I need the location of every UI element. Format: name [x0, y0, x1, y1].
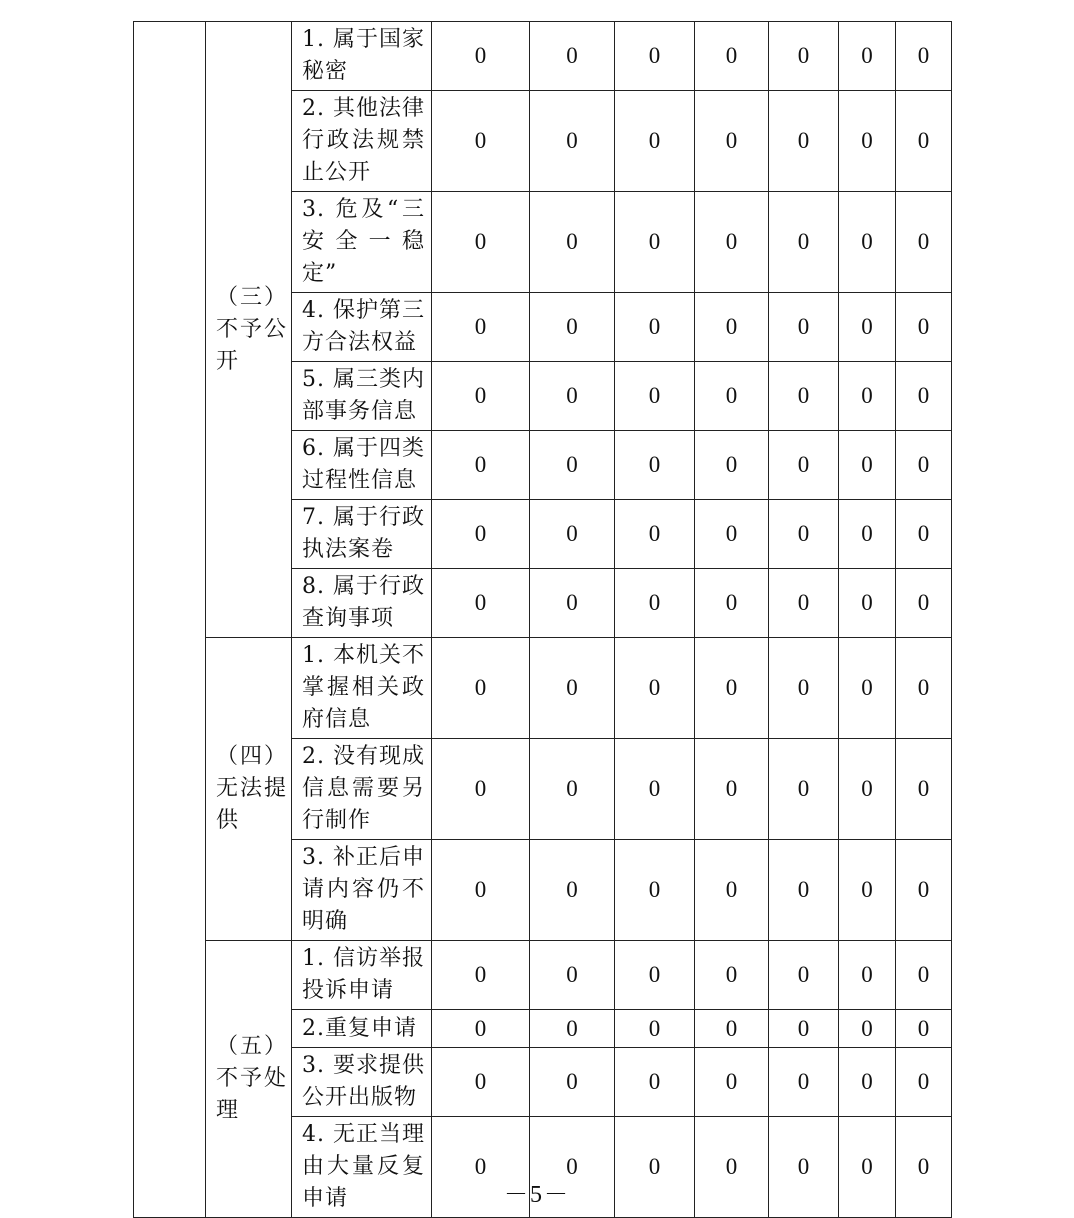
value-cell: 0 — [530, 638, 615, 739]
value-cell: 0 — [615, 739, 695, 840]
value-cell: 0 — [695, 840, 769, 941]
value-cell: 0 — [615, 840, 695, 941]
value-cell: 0 — [839, 431, 896, 500]
value-cell: 0 — [896, 500, 952, 569]
table-row — [134, 941, 952, 1010]
value-cell: 0 — [530, 840, 615, 941]
value-cell: 0 — [769, 569, 839, 638]
value-cell: 0 — [839, 941, 896, 1010]
disclosure-statistics-table — [133, 21, 952, 1218]
value-cell: 0 — [530, 293, 615, 362]
value-cell: 0 — [432, 91, 530, 192]
value-cell: 0 — [839, 293, 896, 362]
value-cell: 0 — [839, 840, 896, 941]
table-body — [134, 22, 952, 1218]
value-cell: 0 — [530, 192, 615, 293]
value-cell: 0 — [695, 1010, 769, 1048]
value-cell: 0 — [615, 1010, 695, 1048]
value-cell: 0 — [615, 22, 695, 91]
row-label: 3. 要求提供公开出版物 — [292, 1048, 432, 1117]
value-cell: 0 — [695, 431, 769, 500]
value-cell: 0 — [432, 22, 530, 91]
value-cell: 0 — [615, 569, 695, 638]
value-cell: 0 — [769, 192, 839, 293]
value-cell: 0 — [839, 739, 896, 840]
value-cell: 0 — [530, 941, 615, 1010]
row-label: 3. 补正后申请内容仍不明确 — [292, 840, 432, 941]
value-cell: 0 — [839, 22, 896, 91]
value-cell: 0 — [432, 1010, 530, 1048]
value-cell: 0 — [530, 500, 615, 569]
value-cell: 0 — [896, 91, 952, 192]
value-cell: 0 — [615, 192, 695, 293]
row-label: 3. 危及“三安全一稳定” — [292, 192, 432, 293]
value-cell: 0 — [432, 569, 530, 638]
row-label: 1. 信访举报投诉申请 — [292, 941, 432, 1010]
value-cell: 0 — [530, 1010, 615, 1048]
value-cell: 0 — [896, 362, 952, 431]
value-cell: 0 — [896, 569, 952, 638]
value-cell: 0 — [839, 569, 896, 638]
value-cell: 0 — [769, 739, 839, 840]
value-cell: 0 — [769, 638, 839, 739]
value-cell: 0 — [769, 431, 839, 500]
value-cell: 0 — [615, 431, 695, 500]
value-cell: 0 — [769, 293, 839, 362]
group-title: （四）无法提供 — [206, 638, 292, 941]
value-cell: 0 — [839, 1117, 896, 1218]
value-cell: 0 — [432, 362, 530, 431]
value-cell: 0 — [695, 1048, 769, 1117]
table-row — [134, 22, 952, 91]
value-cell: 0 — [695, 500, 769, 569]
value-cell: 0 — [695, 941, 769, 1010]
value-cell: 0 — [615, 638, 695, 739]
page-number: －5－ — [504, 1182, 570, 1208]
value-cell: 0 — [839, 362, 896, 431]
row-label: 7. 属于行政执法案卷 — [292, 500, 432, 569]
value-cell: 0 — [896, 22, 952, 91]
value-cell: 0 — [695, 91, 769, 192]
value-cell: 0 — [530, 1117, 615, 1218]
value-cell: 0 — [839, 91, 896, 192]
value-cell: 0 — [896, 1010, 952, 1048]
value-cell: 0 — [769, 22, 839, 91]
group-title: （三）不予公开 — [206, 22, 292, 638]
row-label: 5. 属三类内部事务信息 — [292, 362, 432, 431]
value-cell: 0 — [615, 1048, 695, 1117]
value-cell: 0 — [530, 1048, 615, 1117]
row-label: 1. 属于国家秘密 — [292, 22, 432, 91]
value-cell: 0 — [530, 22, 615, 91]
value-cell: 0 — [432, 500, 530, 569]
value-cell: 0 — [896, 739, 952, 840]
value-cell: 0 — [695, 192, 769, 293]
value-cell: 0 — [615, 362, 695, 431]
value-cell: 0 — [530, 431, 615, 500]
row-label: 4. 无正当理由大量反复申请 — [292, 1117, 432, 1218]
value-cell: 0 — [615, 1117, 695, 1218]
value-cell: 0 — [432, 638, 530, 739]
value-cell: 0 — [896, 1117, 952, 1218]
value-cell: 0 — [769, 941, 839, 1010]
value-cell: 0 — [896, 192, 952, 293]
value-cell: 0 — [769, 91, 839, 192]
value-cell: 0 — [530, 569, 615, 638]
value-cell: 0 — [769, 840, 839, 941]
value-cell: 0 — [530, 739, 615, 840]
value-cell: 0 — [695, 1117, 769, 1218]
value-cell: 0 — [432, 739, 530, 840]
value-cell: 0 — [695, 362, 769, 431]
value-cell: 0 — [896, 1048, 952, 1117]
value-cell: 0 — [839, 1010, 896, 1048]
value-cell: 0 — [432, 293, 530, 362]
value-cell: 0 — [896, 431, 952, 500]
value-cell: 0 — [432, 1048, 530, 1117]
value-cell: 0 — [896, 941, 952, 1010]
table-row — [134, 638, 952, 739]
value-cell: 0 — [769, 1010, 839, 1048]
value-cell: 0 — [769, 1048, 839, 1117]
value-cell: 0 — [615, 500, 695, 569]
value-cell: 0 — [432, 192, 530, 293]
value-cell: 0 — [615, 91, 695, 192]
value-cell: 0 — [695, 638, 769, 739]
value-cell: 0 — [530, 362, 615, 431]
row-label: 2. 其他法律行政法规禁止公开 — [292, 91, 432, 192]
value-cell: 0 — [769, 362, 839, 431]
value-cell: 0 — [695, 569, 769, 638]
value-cell: 0 — [896, 638, 952, 739]
row-label: 1. 本机关不掌握相关政府信息 — [292, 638, 432, 739]
value-cell: 0 — [769, 1117, 839, 1218]
row-label: 2.重复申请 — [292, 1010, 432, 1048]
value-cell: 0 — [530, 91, 615, 192]
row-label: 6. 属于四类过程性信息 — [292, 431, 432, 500]
value-cell: 0 — [432, 431, 530, 500]
value-cell: 0 — [839, 638, 896, 739]
row-label: 2. 没有现成信息需要另行制作 — [292, 739, 432, 840]
value-cell: 0 — [432, 1117, 530, 1218]
group-title: （五）不予处理 — [206, 941, 292, 1218]
category-blank-cell — [134, 22, 206, 1218]
value-cell: 0 — [615, 941, 695, 1010]
row-label: 8. 属于行政查询事项 — [292, 569, 432, 638]
value-cell: 0 — [432, 941, 530, 1010]
row-label: 4. 保护第三方合法权益 — [292, 293, 432, 362]
value-cell: 0 — [839, 192, 896, 293]
value-cell: 0 — [839, 1048, 896, 1117]
value-cell: 0 — [839, 500, 896, 569]
value-cell: 0 — [695, 739, 769, 840]
value-cell: 0 — [695, 22, 769, 91]
value-cell: 0 — [896, 840, 952, 941]
value-cell: 0 — [695, 293, 769, 362]
value-cell: 0 — [432, 840, 530, 941]
value-cell: 0 — [615, 293, 695, 362]
value-cell: 0 — [896, 293, 952, 362]
value-cell: 0 — [769, 500, 839, 569]
